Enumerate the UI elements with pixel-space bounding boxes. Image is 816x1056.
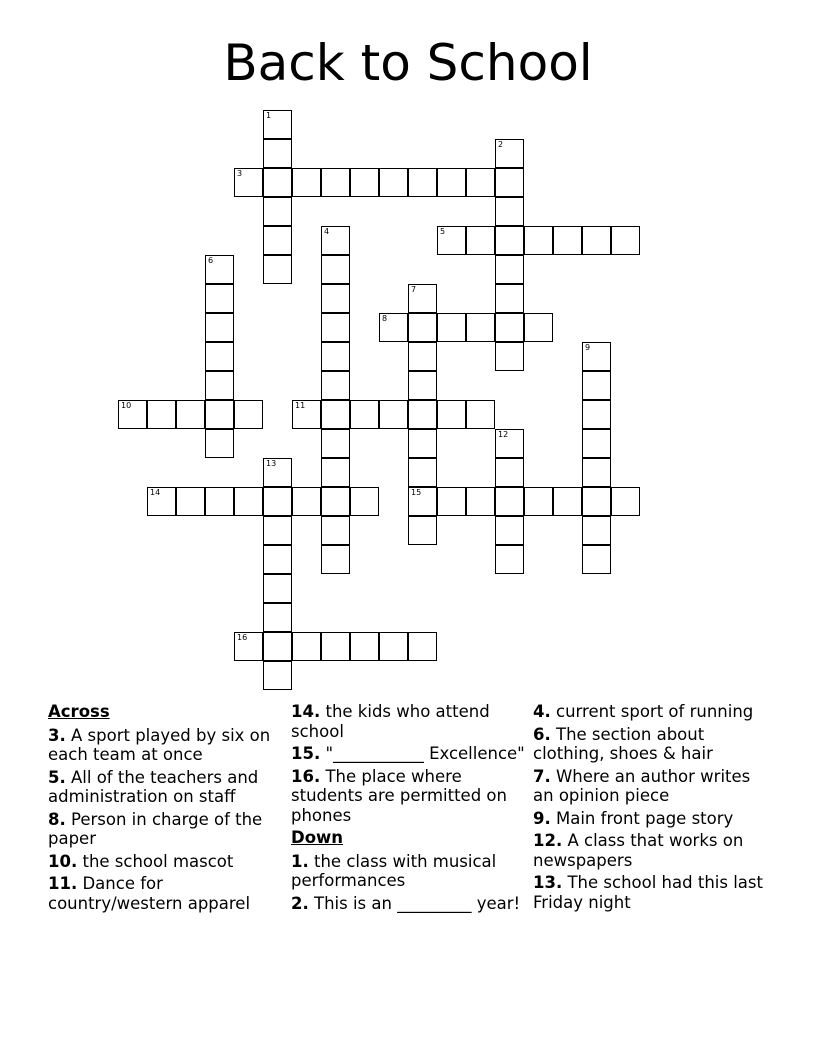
grid-cell[interactable] bbox=[495, 255, 524, 284]
grid-cell[interactable] bbox=[321, 313, 350, 342]
grid-cell[interactable] bbox=[176, 487, 205, 516]
grid-cell[interactable] bbox=[350, 400, 379, 429]
down-heading: Down bbox=[291, 828, 344, 847]
grid-cell[interactable] bbox=[466, 168, 495, 197]
grid-cell[interactable] bbox=[321, 226, 350, 255]
grid-cell[interactable] bbox=[582, 342, 611, 371]
grid-cell[interactable] bbox=[408, 284, 437, 313]
grid-cell[interactable] bbox=[234, 632, 263, 661]
grid-cell[interactable] bbox=[321, 516, 350, 545]
grid-cell[interactable] bbox=[437, 168, 466, 197]
clue-text: the class with musical performances bbox=[291, 851, 497, 890]
clue-number: 4 bbox=[324, 227, 330, 236]
clue-item bbox=[533, 831, 773, 870]
grid-cell[interactable] bbox=[582, 429, 611, 458]
clue-number: 9 bbox=[585, 343, 591, 352]
grid-cell[interactable] bbox=[408, 458, 437, 487]
grid-cell[interactable] bbox=[263, 458, 292, 487]
grid-cell[interactable] bbox=[466, 226, 495, 255]
clue-item bbox=[48, 852, 283, 872]
clue-number: 13 bbox=[266, 459, 277, 468]
grid-cell[interactable] bbox=[495, 487, 524, 516]
grid-cell[interactable] bbox=[408, 487, 437, 516]
grid-cell[interactable] bbox=[408, 400, 437, 429]
clue-number: 12 bbox=[498, 430, 509, 439]
grid-cell[interactable] bbox=[495, 284, 524, 313]
clue-number-label: 8. bbox=[48, 809, 66, 829]
grid-cell[interactable] bbox=[582, 545, 611, 574]
grid-cell[interactable] bbox=[379, 400, 408, 429]
clue-text: The school had this last Friday night bbox=[533, 873, 763, 912]
grid-cell[interactable] bbox=[553, 226, 582, 255]
grid-cell[interactable] bbox=[582, 400, 611, 429]
grid-cell[interactable] bbox=[437, 400, 466, 429]
clue-number-label: 12. bbox=[533, 831, 563, 850]
clue-text: All of the teachers and administration on staff bbox=[48, 767, 259, 806]
clue-text: the school mascot bbox=[77, 851, 234, 871]
grid-cell[interactable] bbox=[147, 487, 176, 516]
grid-cell[interactable] bbox=[292, 400, 321, 429]
grid-cell[interactable] bbox=[437, 487, 466, 516]
grid-cell[interactable] bbox=[379, 168, 408, 197]
grid-cell[interactable] bbox=[408, 371, 437, 400]
grid-cell[interactable] bbox=[321, 545, 350, 574]
clues-column-2 bbox=[291, 702, 529, 916]
clue-item bbox=[533, 702, 773, 722]
grid-cell[interactable] bbox=[205, 487, 234, 516]
grid-cell[interactable] bbox=[205, 429, 234, 458]
grid-cell[interactable] bbox=[350, 632, 379, 661]
grid-cell[interactable] bbox=[321, 342, 350, 371]
clue-item bbox=[291, 852, 529, 891]
clue-text: The place where students are permitted on phones bbox=[291, 766, 507, 825]
clue-number-label: 10. bbox=[48, 851, 78, 871]
grid-cell[interactable] bbox=[147, 400, 176, 429]
grid-cell[interactable] bbox=[466, 400, 495, 429]
grid-cell[interactable] bbox=[524, 487, 553, 516]
grid-cell[interactable] bbox=[176, 400, 205, 429]
grid-cell[interactable] bbox=[582, 458, 611, 487]
clue-number: 10 bbox=[121, 401, 132, 410]
clue-number: 16 bbox=[237, 633, 248, 642]
page-title: Back to School bbox=[223, 34, 593, 92]
grid-cell[interactable] bbox=[263, 139, 292, 168]
grid-cell[interactable] bbox=[582, 226, 611, 255]
clue-number-label: 14. bbox=[291, 702, 321, 721]
grid-cell[interactable] bbox=[321, 284, 350, 313]
grid-cell[interactable] bbox=[263, 632, 292, 661]
clue-number: 15 bbox=[411, 488, 422, 497]
grid-cell[interactable] bbox=[205, 313, 234, 342]
grid-cell[interactable] bbox=[495, 313, 524, 342]
clue-number: 7 bbox=[411, 285, 417, 294]
grid-cell[interactable] bbox=[408, 632, 437, 661]
grid-cell[interactable] bbox=[408, 168, 437, 197]
grid-cell[interactable] bbox=[582, 371, 611, 400]
grid-cell[interactable] bbox=[408, 313, 437, 342]
grid-cell[interactable] bbox=[205, 255, 234, 284]
grid-cell[interactable] bbox=[292, 168, 321, 197]
clue-item bbox=[533, 873, 773, 912]
grid-cell[interactable] bbox=[408, 516, 437, 545]
grid-cell[interactable] bbox=[205, 284, 234, 313]
grid-cell[interactable] bbox=[321, 487, 350, 516]
grid-cell[interactable] bbox=[495, 342, 524, 371]
grid-cell[interactable] bbox=[495, 226, 524, 255]
grid-cell[interactable] bbox=[321, 458, 350, 487]
grid-cell[interactable] bbox=[350, 168, 379, 197]
grid-cell[interactable] bbox=[263, 168, 292, 197]
grid-cell[interactable] bbox=[379, 632, 408, 661]
grid-cell[interactable] bbox=[495, 168, 524, 197]
down-clue-list-continued bbox=[533, 702, 773, 912]
grid-cell[interactable] bbox=[263, 197, 292, 226]
grid-cell[interactable] bbox=[611, 487, 640, 516]
grid-cell[interactable] bbox=[379, 313, 408, 342]
grid-cell[interactable] bbox=[321, 632, 350, 661]
clue-number-label: 1. bbox=[291, 851, 309, 871]
clue-text: Main front page story bbox=[550, 808, 734, 828]
clue-number-label: 4. bbox=[533, 702, 551, 721]
grid-cell[interactable] bbox=[263, 226, 292, 255]
grid-cell[interactable] bbox=[118, 400, 147, 429]
clue-number-label: 16. bbox=[291, 766, 321, 786]
grid-cell[interactable] bbox=[321, 400, 350, 429]
grid-cell[interactable] bbox=[321, 168, 350, 197]
clue-number: 3 bbox=[237, 169, 243, 178]
clue-item bbox=[291, 702, 529, 741]
grid-cell[interactable] bbox=[292, 487, 321, 516]
grid-cell[interactable] bbox=[321, 429, 350, 458]
clue-item bbox=[291, 894, 529, 914]
clue-item bbox=[48, 768, 283, 807]
grid-cell[interactable] bbox=[495, 197, 524, 226]
clue-text: current sport of running bbox=[550, 702, 754, 721]
grid-cell[interactable] bbox=[234, 168, 263, 197]
clue-text: "___________ Excellence" bbox=[320, 744, 525, 763]
clue-number-label: 3. bbox=[48, 725, 66, 745]
clue-number-label: 11. bbox=[48, 874, 78, 893]
grid-cell[interactable] bbox=[611, 226, 640, 255]
clue-number: 6 bbox=[208, 256, 214, 265]
clue-item bbox=[533, 809, 773, 829]
across-clue-list-continued bbox=[291, 702, 529, 825]
grid-cell[interactable] bbox=[524, 226, 553, 255]
grid-cell[interactable] bbox=[495, 139, 524, 168]
grid-cell[interactable] bbox=[263, 516, 292, 545]
clue-text: The section about clothing, shoes & hair bbox=[533, 724, 713, 763]
grid-cell[interactable] bbox=[321, 371, 350, 400]
grid-cell[interactable] bbox=[292, 632, 321, 661]
clue-item bbox=[48, 874, 283, 913]
grid-cell[interactable] bbox=[263, 110, 292, 139]
grid-cell[interactable] bbox=[495, 458, 524, 487]
grid-cell[interactable] bbox=[408, 429, 437, 458]
clue-item bbox=[533, 725, 773, 764]
clues-column-3 bbox=[533, 702, 773, 915]
grid-cell[interactable] bbox=[466, 313, 495, 342]
clue-text: A class that works on newspapers bbox=[533, 831, 744, 870]
grid-cell[interactable] bbox=[437, 313, 466, 342]
clue-text: A sport played by six on each team at once bbox=[48, 725, 271, 764]
grid-cell[interactable] bbox=[553, 487, 582, 516]
clue-number-label: 15. bbox=[291, 744, 321, 763]
grid-cell[interactable] bbox=[263, 661, 292, 690]
clues-column-1 bbox=[48, 702, 283, 916]
clue-item bbox=[48, 726, 283, 765]
clue-number-label: 6. bbox=[533, 724, 551, 744]
clue-number-label: 13. bbox=[533, 873, 563, 892]
clue-number-label: 2. bbox=[291, 893, 309, 913]
clue-text: Dance for country/western apparel bbox=[48, 874, 251, 913]
clue-number: 5 bbox=[440, 227, 446, 236]
clue-number-label: 9. bbox=[533, 808, 551, 828]
grid-cell[interactable] bbox=[263, 487, 292, 516]
grid-cell[interactable] bbox=[495, 516, 524, 545]
grid-cell[interactable] bbox=[495, 545, 524, 574]
across-clue-list bbox=[48, 726, 283, 914]
grid-cell[interactable] bbox=[205, 400, 234, 429]
grid-cell[interactable] bbox=[263, 545, 292, 574]
clue-number-label: 7. bbox=[533, 766, 551, 786]
grid-cell[interactable] bbox=[205, 371, 234, 400]
clue-number: 14 bbox=[150, 488, 161, 497]
grid-cell[interactable] bbox=[466, 487, 495, 516]
grid-cell[interactable] bbox=[263, 574, 292, 603]
clue-text: the kids who attend school bbox=[291, 702, 490, 741]
grid-cell[interactable] bbox=[524, 313, 553, 342]
clue-item bbox=[291, 744, 529, 764]
down-clue-list bbox=[291, 852, 529, 914]
clue-number: 2 bbox=[498, 140, 504, 149]
clue-number: 11 bbox=[295, 401, 306, 410]
grid-cell[interactable] bbox=[437, 226, 466, 255]
clue-item bbox=[48, 810, 283, 849]
clue-text: This is an _________ year! bbox=[308, 893, 521, 913]
clue-number-label: 5. bbox=[48, 767, 66, 787]
across-heading: Across bbox=[48, 702, 110, 721]
grid-cell[interactable] bbox=[263, 603, 292, 632]
clue-item bbox=[291, 767, 529, 826]
grid-cell[interactable] bbox=[582, 516, 611, 545]
grid-cell[interactable] bbox=[263, 255, 292, 284]
clue-text: Where an author writes an opinion piece bbox=[533, 766, 751, 805]
clue-item bbox=[533, 767, 773, 806]
grid-cell[interactable] bbox=[408, 342, 437, 371]
grid-cell[interactable] bbox=[350, 487, 379, 516]
grid-cell[interactable] bbox=[495, 429, 524, 458]
grid-cell[interactable] bbox=[321, 255, 350, 284]
grid-cell[interactable] bbox=[234, 487, 263, 516]
clue-text: Person in charge of the paper bbox=[48, 809, 263, 848]
grid-cell[interactable] bbox=[234, 400, 263, 429]
clue-number: 1 bbox=[266, 111, 272, 120]
clue-number: 8 bbox=[382, 314, 388, 323]
grid-cell[interactable] bbox=[582, 487, 611, 516]
grid-cell[interactable] bbox=[205, 342, 234, 371]
